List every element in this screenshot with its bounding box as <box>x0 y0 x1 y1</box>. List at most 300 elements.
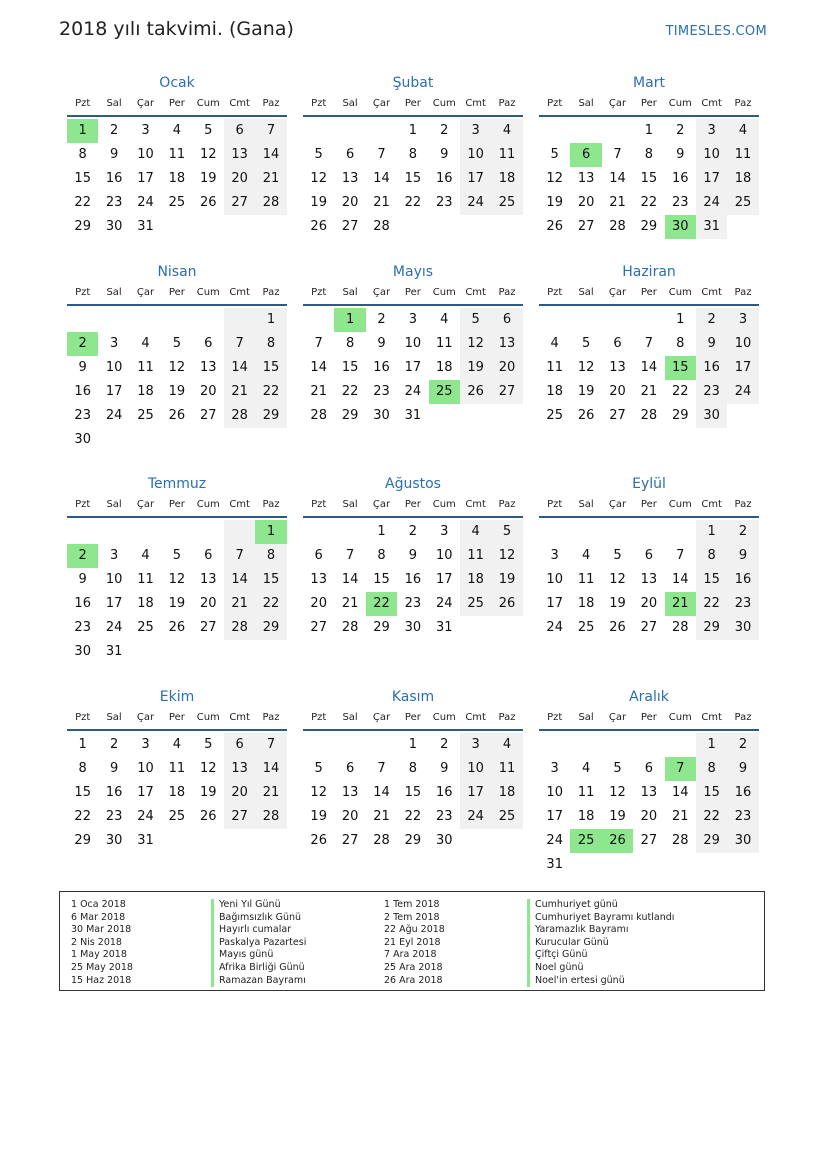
day-cell: 3 <box>550 761 559 776</box>
empty-day-cell <box>193 520 224 544</box>
day-cell: 9 <box>78 360 87 375</box>
weekday-header <box>303 498 523 518</box>
weekday-label: Per <box>640 98 657 109</box>
weekday-label: Paz <box>262 499 280 510</box>
day-cell: 19 <box>577 384 595 399</box>
day-cell: 26 <box>577 408 595 423</box>
day-cell: 4 <box>581 548 591 563</box>
day-cell: 25 <box>429 380 460 404</box>
day-cell: 1 <box>408 737 417 752</box>
day-cell: 15 <box>404 785 422 800</box>
day-cell: 12 <box>609 785 626 800</box>
day-cell: 12 <box>609 572 626 587</box>
day-cell: 25 <box>546 408 563 423</box>
day-cell: 7 <box>377 147 386 162</box>
weekday-label: Sal <box>578 499 594 510</box>
day-cell: 28 <box>373 219 390 234</box>
day-cell: 14 <box>671 785 689 800</box>
day-cell: 21 <box>224 380 255 404</box>
weekday-label: Per <box>404 712 421 723</box>
day-cell: 28 <box>255 191 286 215</box>
day-cell: 5 <box>172 548 181 563</box>
weekday-label: Per <box>640 499 657 510</box>
day-cell: 24 <box>435 596 453 611</box>
weekday-header <box>67 97 287 117</box>
day-grid <box>303 733 523 853</box>
day-cell: 29 <box>671 408 689 423</box>
day-cell: 28 <box>224 616 255 640</box>
weekday-label: Çar <box>372 287 391 298</box>
day-cell: 19 <box>460 356 491 380</box>
weekday-label: Sal <box>342 287 358 298</box>
day-cell: 19 <box>491 568 522 592</box>
weekday-label: Çar <box>372 98 391 109</box>
day-cell: 17 <box>105 384 123 399</box>
month-block <box>539 73 759 239</box>
day-cell: 24 <box>460 805 491 829</box>
empty-day-cell <box>67 308 98 332</box>
legend-holiday-date: 2 Nis 2018 <box>71 936 122 948</box>
legend-holiday-name: Noel'in ertesi günü <box>527 975 674 988</box>
day-cell: 10 <box>460 143 491 167</box>
day-cell: 19 <box>609 596 626 611</box>
weekday-label: Cum <box>668 98 692 109</box>
day-cell: 24 <box>696 191 727 215</box>
weekday-label: Cmt <box>701 287 722 298</box>
day-cell: 15 <box>373 572 390 587</box>
day-cell: 24 <box>137 195 154 210</box>
day-cell: 9 <box>727 544 758 568</box>
day-cell: 29 <box>255 404 286 428</box>
day-cell: 29 <box>404 833 422 848</box>
day-cell: 13 <box>199 572 217 587</box>
day-cell: 23 <box>373 384 390 399</box>
weekday-header <box>303 711 523 731</box>
day-cell: 1 <box>676 312 685 327</box>
legend-holiday-date: 22 Ağu 2018 <box>384 924 445 936</box>
day-cell: 27 <box>199 408 217 423</box>
day-cell: 18 <box>137 384 154 399</box>
day-cell: 16 <box>74 596 91 611</box>
empty-day-cell <box>334 119 365 143</box>
day-cell: 25 <box>577 620 595 635</box>
day-cell: 5 <box>204 123 213 138</box>
day-cell: 19 <box>199 785 217 800</box>
legend-holiday-name: Çiftçi Günü <box>527 949 674 962</box>
day-cell: 29 <box>74 833 91 848</box>
day-cell: 6 <box>224 119 255 143</box>
day-cell: 7 <box>676 548 685 563</box>
page-title: 2018 yılı takvimi. (Gana) <box>59 18 294 40</box>
day-cell: 22 <box>74 195 91 210</box>
day-cell: 21 <box>224 592 255 616</box>
weekday-label: Sal <box>578 712 594 723</box>
day-cell: 22 <box>404 809 422 824</box>
day-cell: 21 <box>665 592 696 616</box>
day-cell: 3 <box>460 733 491 757</box>
day-cell: 3 <box>109 336 119 351</box>
day-cell: 31 <box>546 857 563 872</box>
legend-holiday-date: 1 Tem 2018 <box>384 899 440 910</box>
day-cell: 15 <box>255 568 286 592</box>
empty-day-cell <box>130 308 161 332</box>
day-cell: 27 <box>310 620 327 635</box>
day-cell: 16 <box>435 785 453 800</box>
day-cell: 17 <box>696 167 727 191</box>
weekday-label: Sal <box>106 287 122 298</box>
weekday-label: Paz <box>734 712 752 723</box>
day-cell: 6 <box>345 761 355 776</box>
weekday-label: Pzt <box>547 712 563 723</box>
day-cell: 15 <box>74 171 91 186</box>
legend-holiday-date: 1 Oca 2018 <box>71 899 126 910</box>
empty-day-cell <box>602 520 633 544</box>
day-cell: 25 <box>168 195 186 210</box>
day-cell: 8 <box>78 147 87 162</box>
day-cell: 30 <box>105 833 123 848</box>
day-cell: 11 <box>727 143 758 167</box>
day-cell: 23 <box>105 195 123 210</box>
day-cell: 20 <box>609 384 626 399</box>
day-cell: 3 <box>727 308 758 332</box>
day-cell: 1 <box>377 524 386 539</box>
day-cell: 27 <box>341 833 359 848</box>
day-cell: 4 <box>727 119 758 143</box>
legend-holiday-date: 15 Haz 2018 <box>71 974 132 986</box>
day-cell: 6 <box>224 733 255 757</box>
empty-day-cell <box>570 308 601 332</box>
weekday-label: Pzt <box>547 287 563 298</box>
day-cell: 2 <box>696 308 727 332</box>
weekday-label: Paz <box>262 98 280 109</box>
weekday-label: Pzt <box>311 499 327 510</box>
day-grid <box>539 308 759 428</box>
weekday-header <box>539 498 759 518</box>
weekday-label: Cum <box>668 499 692 510</box>
day-cell: 11 <box>491 757 522 781</box>
day-cell: 10 <box>696 143 727 167</box>
day-cell: 5 <box>613 761 622 776</box>
day-cell: 19 <box>199 171 217 186</box>
day-cell: 20 <box>577 195 595 210</box>
day-cell: 15 <box>640 171 658 186</box>
month-block <box>67 474 287 664</box>
day-cell: 2 <box>67 544 98 568</box>
day-cell: 31 <box>404 408 422 423</box>
day-cell: 8 <box>696 544 727 568</box>
weekday-label: Cum <box>196 499 220 510</box>
month-block <box>539 262 759 428</box>
day-cell: 18 <box>168 785 186 800</box>
day-cell: 15 <box>341 360 359 375</box>
weekday-label: Pzt <box>75 712 91 723</box>
empty-day-cell <box>602 119 633 143</box>
day-cell: 25 <box>491 805 522 829</box>
legend-holiday-name: Ramazan Bayramı <box>211 975 306 988</box>
day-cell: 7 <box>314 336 323 351</box>
day-cell: 23 <box>435 195 453 210</box>
weekday-label: Paz <box>262 287 280 298</box>
day-cell: 5 <box>314 761 323 776</box>
day-cell: 26 <box>602 829 633 853</box>
day-cell: 23 <box>727 805 758 829</box>
brand-link[interactable]: TIMESLES.COM <box>665 24 767 39</box>
day-cell: 14 <box>341 572 359 587</box>
day-cell: 22 <box>74 809 91 824</box>
empty-day-cell <box>570 119 601 143</box>
weekday-label: Cmt <box>701 98 722 109</box>
day-cell: 4 <box>491 119 522 143</box>
day-cell: 8 <box>408 761 417 776</box>
day-cell: 1 <box>408 123 417 138</box>
legend-holiday-date: 21 Eyl 2018 <box>384 936 441 948</box>
empty-day-cell <box>161 308 192 332</box>
day-cell: 21 <box>640 384 658 399</box>
day-cell: 3 <box>408 312 417 327</box>
day-cell: 20 <box>640 596 658 611</box>
day-cell: 18 <box>546 384 563 399</box>
weekday-label: Pzt <box>311 98 327 109</box>
day-cell: 9 <box>696 332 727 356</box>
day-cell: 13 <box>640 572 658 587</box>
weekday-label: Per <box>404 499 421 510</box>
day-cell: 2 <box>377 312 386 327</box>
day-cell: 27 <box>491 380 522 404</box>
day-cell: 22 <box>671 384 689 399</box>
day-cell: 15 <box>696 781 727 805</box>
day-cell: 10 <box>546 785 563 800</box>
day-cell: 20 <box>341 195 359 210</box>
day-cell: 13 <box>640 785 658 800</box>
weekday-header <box>67 711 287 731</box>
day-cell: 6 <box>345 147 355 162</box>
day-cell: 14 <box>255 757 286 781</box>
day-cell: 8 <box>255 332 286 356</box>
day-cell: 31 <box>137 833 154 848</box>
day-cell: 1 <box>334 308 365 332</box>
day-cell: 24 <box>727 380 758 404</box>
empty-day-cell <box>570 733 601 757</box>
weekday-label: Cmt <box>229 287 250 298</box>
month-name: Kasım <box>391 689 435 705</box>
weekday-header <box>67 498 287 518</box>
weekday-header <box>67 286 287 306</box>
day-cell: 4 <box>440 312 449 327</box>
weekday-header <box>539 97 759 117</box>
empty-day-cell <box>366 733 397 757</box>
weekday-label: Pzt <box>547 98 563 109</box>
day-cell: 10 <box>137 761 154 776</box>
day-cell: 14 <box>671 572 689 587</box>
day-cell: 14 <box>373 171 390 186</box>
day-cell: 2 <box>408 524 417 539</box>
month-name: Şubat <box>392 75 434 91</box>
day-cell: 30 <box>74 432 91 447</box>
day-cell: 17 <box>105 596 123 611</box>
month-name: Mayıs <box>392 264 434 280</box>
day-cell: 14 <box>224 356 255 380</box>
day-cell: 8 <box>408 147 417 162</box>
day-cell: 28 <box>609 219 626 234</box>
day-cell: 1 <box>644 123 653 138</box>
weekday-label: Cmt <box>465 287 486 298</box>
day-cell: 3 <box>550 548 559 563</box>
day-grid <box>539 733 759 877</box>
day-cell: 22 <box>640 195 658 210</box>
day-cell: 10 <box>435 548 453 563</box>
month-block <box>303 687 523 853</box>
weekday-label: Sal <box>106 499 122 510</box>
weekday-label: Cmt <box>701 499 722 510</box>
legend-holiday-date: 2 Tem 2018 <box>384 911 440 923</box>
day-cell: 16 <box>105 785 123 800</box>
day-cell: 10 <box>105 572 123 587</box>
weekday-label: Çar <box>608 499 627 510</box>
day-grid <box>539 119 759 239</box>
weekday-label: Cmt <box>229 98 250 109</box>
empty-day-cell <box>602 733 633 757</box>
weekday-label: Çar <box>372 712 391 723</box>
day-cell: 24 <box>105 408 123 423</box>
day-cell: 2 <box>109 123 119 138</box>
day-cell: 4 <box>581 761 591 776</box>
day-cell: 5 <box>491 520 522 544</box>
weekday-label: Çar <box>136 98 155 109</box>
day-cell: 9 <box>727 757 758 781</box>
day-cell: 9 <box>408 548 417 563</box>
day-cell: 15 <box>665 356 696 380</box>
legend-holiday-name: Yeni Yıl Günü <box>211 899 306 912</box>
day-cell: 18 <box>435 360 453 375</box>
day-cell: 2 <box>67 332 98 356</box>
weekday-label: Cum <box>196 287 220 298</box>
day-cell: 30 <box>665 215 696 239</box>
month-name: Aralık <box>629 689 669 705</box>
day-cell: 27 <box>640 833 658 848</box>
legend-holiday-name: Hayırlı cumalar <box>211 924 306 937</box>
weekday-label: Per <box>168 98 185 109</box>
weekday-label: Paz <box>262 712 280 723</box>
weekday-label: Sal <box>106 98 122 109</box>
day-cell: 4 <box>460 520 491 544</box>
month-block <box>303 474 523 640</box>
day-cell: 12 <box>168 572 186 587</box>
day-cell: 30 <box>74 644 91 659</box>
day-cell: 25 <box>570 829 601 853</box>
month-block <box>67 687 287 853</box>
day-cell: 11 <box>577 785 595 800</box>
day-cell: 26 <box>310 219 327 234</box>
legend-holiday-name: Kurucular Günü <box>527 937 674 950</box>
day-cell: 19 <box>609 809 626 824</box>
day-cell: 16 <box>727 568 758 592</box>
empty-day-cell <box>665 520 696 544</box>
weekday-label: Per <box>640 712 657 723</box>
day-cell: 12 <box>460 332 491 356</box>
day-cell: 14 <box>310 360 327 375</box>
day-cell: 8 <box>255 544 286 568</box>
day-cell: 21 <box>255 167 286 191</box>
empty-day-cell <box>570 520 601 544</box>
weekday-label: Cmt <box>465 499 486 510</box>
day-cell: 12 <box>310 171 327 186</box>
weekday-label: Paz <box>734 287 752 298</box>
day-cell: 9 <box>440 147 449 162</box>
legend-holiday-date: 1 May 2018 <box>71 949 127 961</box>
legend-right-dates <box>384 899 445 987</box>
day-cell: 24 <box>404 384 422 399</box>
day-cell: 26 <box>460 380 491 404</box>
day-cell: 8 <box>345 336 355 351</box>
day-cell: 23 <box>74 620 91 635</box>
empty-day-cell <box>303 733 334 757</box>
day-cell: 27 <box>640 620 658 635</box>
day-cell: 8 <box>644 147 653 162</box>
weekday-label: Cum <box>668 287 692 298</box>
day-cell: 20 <box>199 384 217 399</box>
day-cell: 16 <box>435 171 453 186</box>
day-cell: 11 <box>460 544 491 568</box>
day-cell: 5 <box>550 147 559 162</box>
legend-holiday-date: 26 Ara 2018 <box>384 974 443 986</box>
legend-holiday-date: 7 Ara 2018 <box>384 949 437 961</box>
day-cell: 25 <box>727 191 758 215</box>
day-cell: 11 <box>168 147 186 162</box>
weekday-label: Cum <box>196 98 220 109</box>
empty-day-cell <box>224 520 255 544</box>
day-cell: 14 <box>640 360 658 375</box>
weekday-label: Cmt <box>229 712 250 723</box>
day-cell: 2 <box>727 733 758 757</box>
day-cell: 28 <box>255 805 286 829</box>
day-cell: 6 <box>204 336 213 351</box>
weekday-label: Per <box>168 287 185 298</box>
weekday-label: Pzt <box>75 98 91 109</box>
day-grid <box>67 308 287 452</box>
weekday-label: Sal <box>578 287 594 298</box>
day-cell: 3 <box>460 119 491 143</box>
day-cell: 23 <box>696 380 727 404</box>
day-cell: 10 <box>546 572 563 587</box>
day-cell: 2 <box>727 520 758 544</box>
weekday-label: Paz <box>734 499 752 510</box>
day-cell: 4 <box>491 733 522 757</box>
day-cell: 15 <box>404 171 422 186</box>
empty-day-cell <box>193 308 224 332</box>
day-cell: 9 <box>440 761 449 776</box>
day-cell: 1 <box>78 737 87 752</box>
day-cell: 28 <box>310 408 327 423</box>
day-cell: 23 <box>404 596 422 611</box>
empty-day-cell <box>334 520 365 544</box>
day-cell: 8 <box>377 548 386 563</box>
day-cell: 29 <box>696 616 727 640</box>
day-cell: 27 <box>224 191 255 215</box>
day-cell: 31 <box>105 644 123 659</box>
day-cell: 13 <box>341 171 359 186</box>
day-cell: 13 <box>224 757 255 781</box>
day-cell: 27 <box>224 805 255 829</box>
empty-day-cell <box>224 308 255 332</box>
day-cell: 22 <box>696 592 727 616</box>
legend-holiday-name: Afrika Birliği Günü <box>211 962 306 975</box>
day-cell: 7 <box>224 332 255 356</box>
day-cell: 19 <box>310 195 327 210</box>
day-cell: 27 <box>609 408 626 423</box>
month-name: Eylül <box>632 476 666 492</box>
day-cell: 20 <box>341 809 359 824</box>
weekday-label: Per <box>404 287 421 298</box>
